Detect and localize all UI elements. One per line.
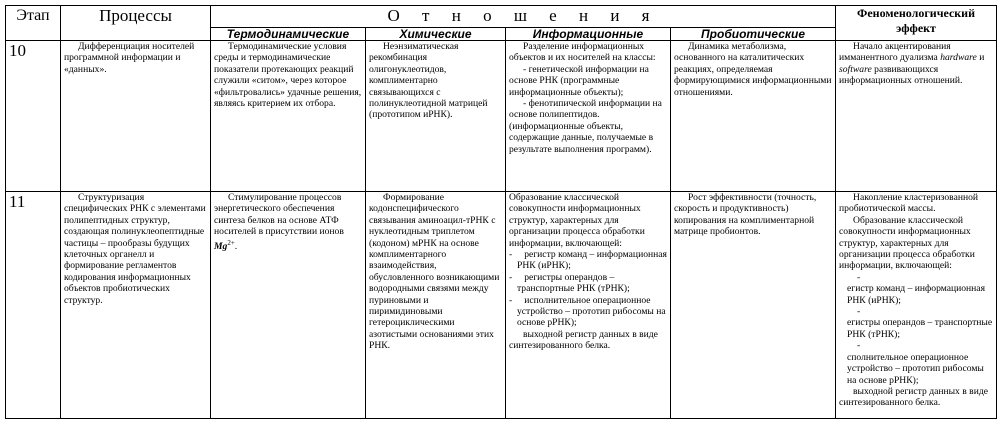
effect-list-item: егистры операндов – транспортные РНК (тРНК); [847,317,993,340]
informational-cell [506,41,671,192]
probiotic-cell [671,41,836,192]
header-relations: О т н о ш е н и я [211,6,836,28]
effect-outro: выходной регистр данных в виде синтезированного белка. [839,385,988,409]
informational-list-item: - регистр команд – информационная РНК (иРНК); [509,249,667,272]
thermodynamic-text [214,192,362,252]
informational-outro: выходной регистр данных в виде синтезированного белка. [509,328,658,352]
informational-list-item: - регистры операндов – транспортные РНК (тРНК); [509,271,630,295]
informational-cell [506,192,671,419]
thermodynamic-cell [211,41,366,192]
header-stage: Этап [6,6,61,41]
header-probiotic: Пробиотические [671,28,836,41]
magnesium-ion: Mg [214,240,228,252]
processes-cell [61,192,211,419]
header-chemical: Химические [366,28,506,41]
informational-list-item-text: регистры операндов – транспортные РНК (тРНК); [517,271,630,295]
table-row [6,192,997,419]
list-dash: - [857,306,861,318]
effect-paragraph: Образование классической совокупности информационных структур, характерных для организации процесса обработки информации, включающей: [839,214,975,272]
thermodynamic-cell [211,192,366,419]
informational-list-item-text: регистр команд – информационная РНК (иРНК); [517,249,667,272]
thermodynamic-text-body: Стимулирование процессов энергетического обеспечения синтеза белков на основе АТФ носителей в присутствии ионов [214,192,344,238]
term-hardware: hardware [940,52,977,64]
chemical-cell [366,192,506,419]
header-processes: Процессы [61,6,211,41]
effect-paragraph: Накопление кластеризованной пробиотической массы. [839,192,979,215]
informational-intro: Образование классической совокупности информационных структур, характерных для организации процесса обработки информации, включающей: [509,192,645,249]
chemical-text: Неэнзиматическая рекомбинация олигонуклеотидов, комплиментарно связывающихся с полинуклеотидной матрицей (прототипом иРНК). [369,41,488,121]
probiotic-cell [671,192,836,419]
list-dash: - [857,271,861,283]
effect-text [839,41,993,87]
effect-conjunction: и [976,52,985,64]
chemical-cell [366,41,506,192]
thermodynamic-text-end: . [234,240,238,252]
header-informational: Информационные [506,28,671,41]
effect-text-before: Начало акцентирования имманентного дуализма [839,41,951,64]
effect-list-item: егистр команд – информационная РНК (иРНК); [847,283,985,306]
informational-item: - фенотипической информации на основе полипептидов. [509,98,662,121]
evolution-stages-table [5,5,997,419]
effect-text-after: развивающихся информационных отношений. [839,63,963,87]
stage-number: 10 [6,41,61,192]
term-software: software [839,63,872,75]
processes-text: Структуризация специфических РНК с элементами полипептидных структур, создающая полинуклеопептидные частицы – прообразы будущих клеточных органелл и формирование регламентов кодирования информационных объектов пробиотических структур. [64,192,206,306]
ion-charge: 2+ [227,238,235,247]
probiotic-text: Рост эффективности (точность, скорость и продуктивность) копирования на комплиментарной матрице пробионтов. [674,192,817,238]
list-dash: - [857,340,861,352]
stage-number: 11 [6,192,61,419]
thermodynamic-text: Термодинамические условия среды и термодинамические показатели протекающих реакций служили «ситом», через которое «фильтровались» удачные решения, являясь критерием их отбора. [214,41,362,110]
informational-intro: Разделение информационных объектов и их носителей на классы: [509,41,656,64]
probiotic-text: Динамика метаболизма, основанного на каталитических реакциях, определяемая формирующимися информационными отношениями. [674,41,832,98]
informational-item: - генетической информации на основе РНК (программные информационные объекты); [509,63,649,98]
header-phenomenological-effect: Феноменологический эффект [836,6,997,41]
table-row [6,41,997,192]
effect-cell [836,192,997,419]
informational-outro: (информационные объекты, содержащие данные, получаемые в результате выполнения программ). [509,120,654,155]
informational-list-item: - исполнительное операционное устройство – прототип рибосомы на основе рРНК); [509,294,666,329]
effect-cell [836,41,997,192]
header-row-main [6,6,997,28]
processes-cell [61,41,211,192]
header-thermodynamic: Термодинамические [211,28,366,41]
effect-list-item: сполнительное операционное устройство – прототип рибосомы на основе рРНК); [847,351,984,386]
informational-list-item-text: исполнительное операционное устройство – прототип рибосомы на основе рРНК); [517,294,666,329]
processes-text: Дифференциация носителей программной информации и «данных». [64,41,195,75]
chemical-text: Формирование кодонспецифического связывания аминоацил-тРНК с нуклеотидным триплетом (кодоном) мРНК на основе комплиментарного взаимодействия, обусловленного возникающими водородными связями между пуриновыми и пиримидиновыми гетероциклическими азотистыми основаниями этих РНК. [369,192,500,352]
